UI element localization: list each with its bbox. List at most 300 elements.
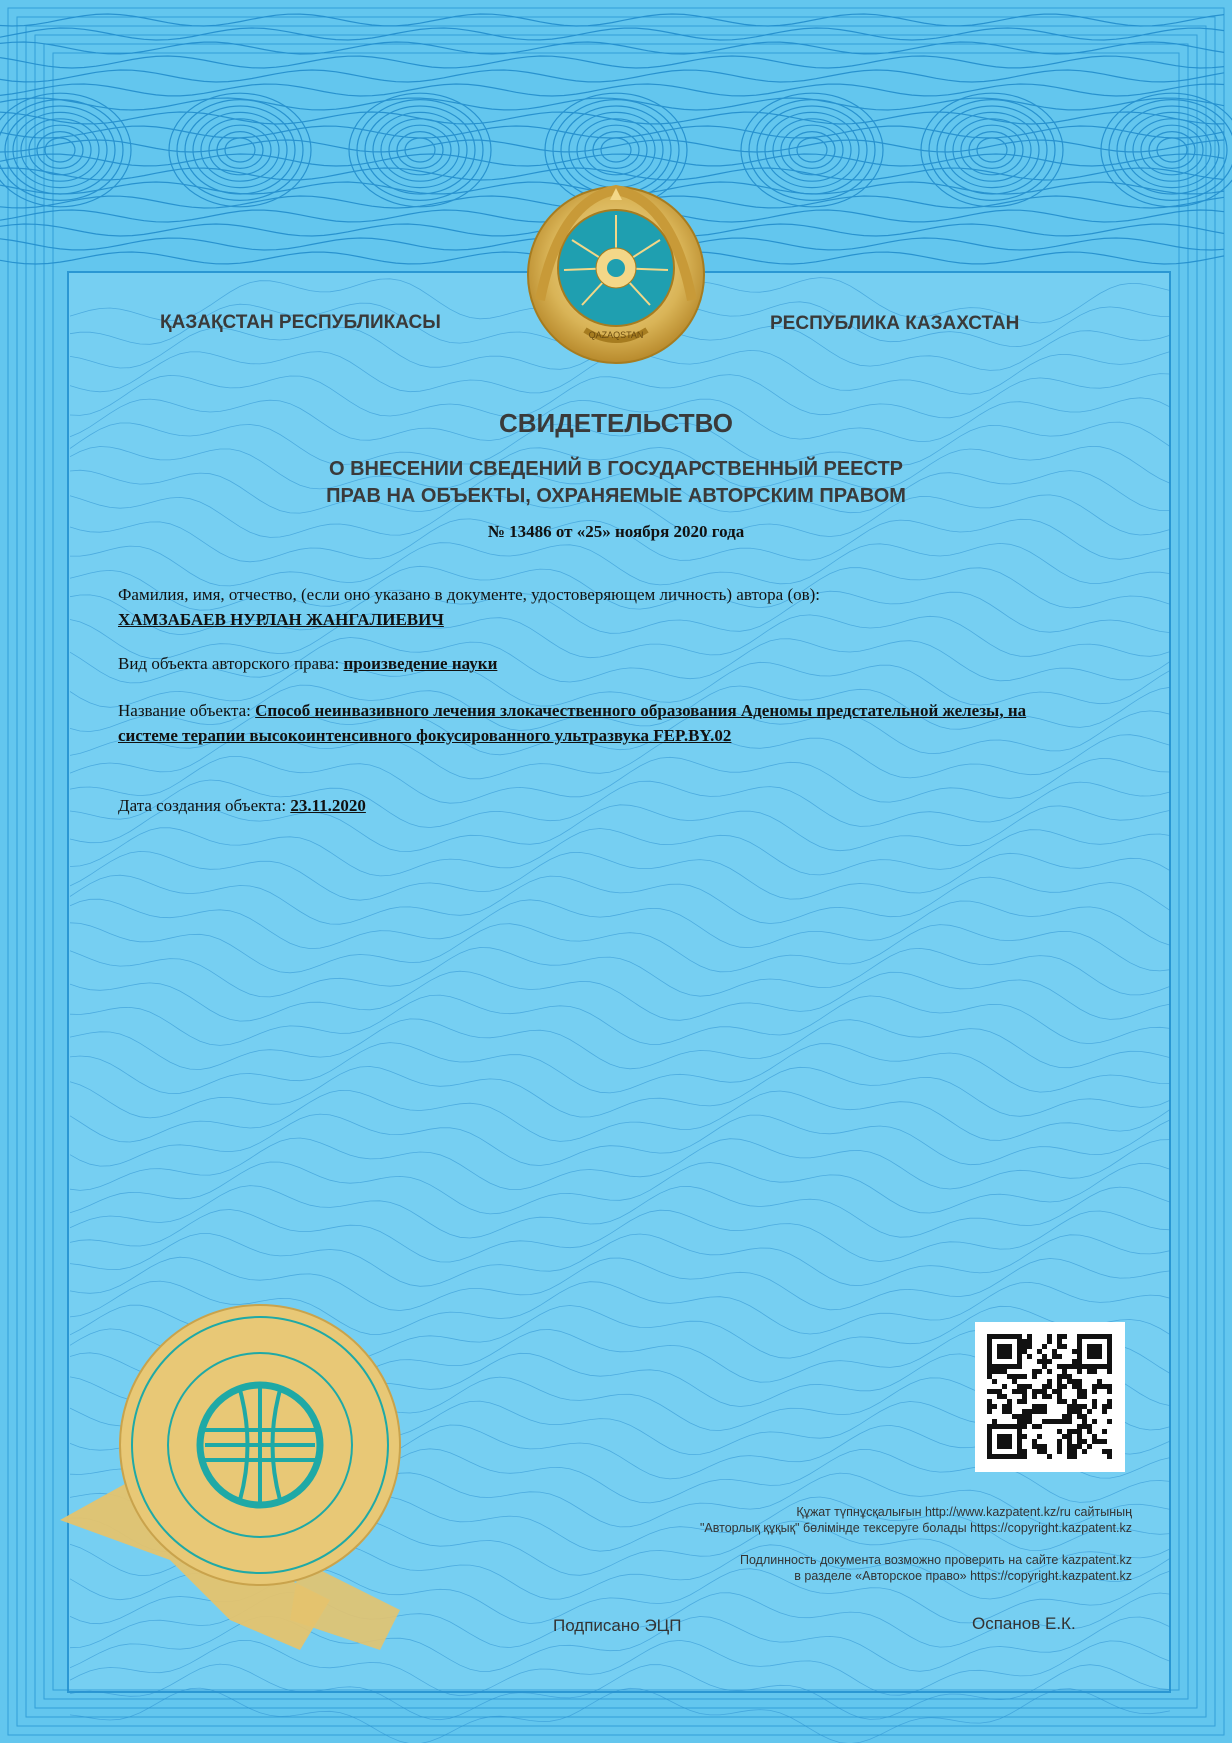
qr-module [1097, 1439, 1102, 1444]
qr-module [1057, 1339, 1062, 1344]
qr-module [1067, 1419, 1072, 1424]
qr-module [1087, 1429, 1092, 1434]
qr-module [1057, 1399, 1062, 1404]
qr-module [1037, 1444, 1042, 1449]
verify-ru-line1: Подлинность документа возможно проверить на сайте kazpatent.kz [740, 1553, 1132, 1567]
qr-module [1107, 1399, 1112, 1404]
qr-module [997, 1364, 1002, 1369]
qr-module [1092, 1404, 1097, 1409]
qr-module [987, 1404, 992, 1409]
qr-module [1032, 1404, 1037, 1409]
qr-module [1062, 1434, 1067, 1439]
qr-module [1067, 1449, 1072, 1454]
qr-module [1087, 1354, 1092, 1359]
qr-module [1022, 1394, 1027, 1399]
qr-module [987, 1374, 992, 1379]
qr-module [1022, 1449, 1027, 1454]
qr-module [1037, 1369, 1042, 1374]
qr-module [1092, 1399, 1097, 1404]
qr-module [1042, 1394, 1047, 1399]
qr-module [987, 1434, 992, 1439]
qr-module [1022, 1374, 1027, 1379]
qr-module [1062, 1369, 1067, 1374]
qr-module [1072, 1364, 1077, 1369]
qr-module [1022, 1399, 1027, 1404]
qr-module [1017, 1399, 1022, 1404]
qr-module [1032, 1389, 1037, 1394]
qr-module [1077, 1339, 1082, 1344]
object-type-field [118, 651, 1038, 676]
qr-module [1107, 1359, 1112, 1364]
qr-module [1022, 1424, 1027, 1429]
qr-module [1107, 1344, 1112, 1349]
qr-module [1032, 1394, 1037, 1399]
qr-module [1022, 1339, 1027, 1344]
qr-module [1002, 1454, 1007, 1459]
qr-module [1017, 1414, 1022, 1419]
qr-module [1072, 1444, 1077, 1449]
qr-module [1067, 1429, 1072, 1434]
qr-module [1097, 1349, 1102, 1354]
qr-module [1062, 1364, 1067, 1369]
qr-module [1017, 1334, 1022, 1339]
qr-module [1027, 1344, 1032, 1349]
qr-module [1087, 1344, 1092, 1349]
qr-module [1077, 1429, 1082, 1434]
qr-module [1027, 1334, 1032, 1339]
qr-module [1107, 1449, 1112, 1454]
verification-note [700, 1505, 1132, 1584]
verify-ru-line2: в разделе «Авторское право» https://copyright.kazpatent.kz [794, 1568, 1132, 1583]
qr-module [1017, 1359, 1022, 1364]
qr-module [1092, 1434, 1097, 1439]
qr-module [1032, 1369, 1037, 1374]
qr-module [1072, 1379, 1077, 1384]
qr-module [1067, 1454, 1072, 1459]
qr-module [992, 1424, 997, 1429]
qr-module [1057, 1394, 1062, 1399]
qr-module [1052, 1349, 1057, 1354]
qr-module [1042, 1419, 1047, 1424]
qr-module [1002, 1334, 1007, 1339]
qr-module [997, 1424, 1002, 1429]
qr-module [1077, 1354, 1082, 1359]
qr-module [987, 1409, 992, 1414]
author-label: Фамилия, имя, отчество, (если оно указано в документе, удостоверяющем личность) автора (ов): [118, 585, 821, 604]
object-type-label: Вид объекта авторского права: [118, 654, 340, 673]
qr-module [1102, 1439, 1107, 1444]
qr-module [1057, 1364, 1062, 1369]
qr-module [1062, 1399, 1067, 1404]
qr-module [1007, 1354, 1012, 1359]
qr-module [1072, 1404, 1077, 1409]
qr-module [987, 1399, 992, 1404]
qr-module [1072, 1429, 1077, 1434]
qr-module [1062, 1374, 1067, 1379]
qr-module [1042, 1344, 1047, 1349]
qr-module [987, 1344, 992, 1349]
qr-module [1097, 1354, 1102, 1359]
qr-module [1057, 1354, 1062, 1359]
signer-name: Оспанов Е.К. [972, 1614, 1076, 1633]
qr-module [1017, 1424, 1022, 1429]
qr-module [1077, 1424, 1082, 1429]
republic-title-kz: ҚАЗАҚСТАН РЕСПУБЛИКАСЫ [160, 312, 441, 333]
qr-module [1057, 1379, 1062, 1384]
qr-module [1047, 1334, 1052, 1339]
qr-module [1102, 1404, 1107, 1409]
qr-code-icon[interactable] [975, 1322, 1125, 1472]
qr-module [1062, 1334, 1067, 1339]
qr-module [1057, 1419, 1062, 1424]
qr-module [1032, 1439, 1037, 1444]
qr-module [1027, 1384, 1032, 1389]
qr-module [1002, 1354, 1007, 1359]
qr-module [1022, 1434, 1027, 1439]
qr-module [1092, 1439, 1097, 1444]
qr-module [1012, 1374, 1017, 1379]
qr-module [1022, 1344, 1027, 1349]
creation-date-label: Дата создания объекта: [118, 796, 287, 815]
qr-module [1067, 1374, 1072, 1379]
qr-module [1042, 1384, 1047, 1389]
qr-module [1092, 1389, 1097, 1394]
qr-module [1012, 1379, 1017, 1384]
qr-module [1077, 1379, 1082, 1384]
qr-module [987, 1354, 992, 1359]
qr-module [1107, 1354, 1112, 1359]
qr-module [1092, 1369, 1097, 1374]
qr-module [1087, 1369, 1092, 1374]
qr-module [1077, 1384, 1082, 1389]
qr-module [1092, 1349, 1097, 1354]
qr-module [1072, 1384, 1077, 1389]
qr-module [1092, 1364, 1097, 1369]
qr-module [992, 1379, 997, 1384]
qr-module [1102, 1334, 1107, 1339]
qr-module [1057, 1429, 1062, 1434]
qr-module [1087, 1334, 1092, 1339]
qr-module [1047, 1384, 1052, 1389]
qr-module [992, 1364, 997, 1369]
qr-module [1022, 1384, 1027, 1389]
qr-module [1087, 1409, 1092, 1414]
qr-module [1007, 1454, 1012, 1459]
qr-module [1067, 1439, 1072, 1444]
qr-module [1017, 1354, 1022, 1359]
qr-module [987, 1339, 992, 1344]
qr-module [1042, 1389, 1047, 1394]
qr-module [1062, 1384, 1067, 1389]
certificate-subtitle-line2: ПРАВ НА ОБЪЕКТЫ, ОХРАНЯЕМЫЕ АВТОРСКИМ ПРАВОМ [326, 485, 906, 507]
qr-module [1077, 1439, 1082, 1444]
qr-module [1012, 1454, 1017, 1459]
certificate-title: СВИДЕТЕЛЬСТВО [499, 408, 733, 438]
object-name-value: Способ неинвазивного лечения злокачественного образования Аденомы предстательной железы, на системе терапии высокоинтенсивного фокусированного ультразвука FEP.BY.02 [118, 701, 1027, 745]
qr-module [1022, 1419, 1027, 1424]
qr-module [1097, 1384, 1102, 1389]
qr-module [1002, 1424, 1007, 1429]
qr-module [1047, 1369, 1052, 1374]
qr-module [1082, 1419, 1087, 1424]
qr-module [1067, 1434, 1072, 1439]
qr-module [987, 1449, 992, 1454]
creation-date-value: 23.11.2020 [290, 796, 366, 815]
qr-module [1077, 1349, 1082, 1354]
certificate-subtitle-line1: О ВНЕСЕНИИ СВЕДЕНИЙ В ГОСУДАРСТВЕННЫЙ РЕЕСТР [328, 458, 904, 480]
qr-module [1067, 1364, 1072, 1369]
qr-module [997, 1454, 1002, 1459]
qr-module [1057, 1384, 1062, 1389]
qr-module [1077, 1369, 1082, 1374]
qr-module [1072, 1349, 1077, 1354]
qr-module [1072, 1409, 1077, 1414]
qr-module [1107, 1339, 1112, 1344]
qr-module [1052, 1419, 1057, 1424]
qr-module [1007, 1399, 1012, 1404]
qr-module [992, 1389, 997, 1394]
author-value: ХАМЗАБАЕВ НУРЛАН ЖАНГАЛИЕВИЧ [118, 610, 444, 629]
qr-module [1107, 1389, 1112, 1394]
qr-module [1047, 1359, 1052, 1364]
qr-module [1037, 1404, 1042, 1409]
qr-module [1037, 1349, 1042, 1354]
qr-module [1062, 1344, 1067, 1349]
qr-module [1007, 1374, 1012, 1379]
qr-module [1082, 1334, 1087, 1339]
qr-module [1007, 1424, 1012, 1429]
qr-module [1052, 1354, 1057, 1359]
qr-module [997, 1369, 1002, 1374]
qr-module [1027, 1339, 1032, 1344]
qr-module [1017, 1454, 1022, 1459]
qr-module [1087, 1349, 1092, 1354]
qr-module [987, 1349, 992, 1354]
qr-module [1082, 1389, 1087, 1394]
qr-module [1077, 1394, 1082, 1399]
qr-module [1017, 1419, 1022, 1424]
qr-module [1017, 1439, 1022, 1444]
qr-module [1087, 1424, 1092, 1429]
qr-module [1007, 1364, 1012, 1369]
qr-module [997, 1334, 1002, 1339]
qr-module [1017, 1389, 1022, 1394]
qr-module [1047, 1454, 1052, 1459]
qr-module [997, 1344, 1002, 1349]
qr-module [1042, 1449, 1047, 1454]
qr-module [1102, 1409, 1107, 1414]
qr-module [1007, 1409, 1012, 1414]
qr-module [1107, 1369, 1112, 1374]
qr-module [992, 1369, 997, 1374]
qr-module [992, 1419, 997, 1424]
qr-module [1007, 1404, 1012, 1409]
qr-module [1037, 1449, 1042, 1454]
verify-kz-line1: Құжат түпнұсқалығын http://www.kazpatent.kz/ru сайтының [796, 1505, 1132, 1519]
qr-module [1042, 1444, 1047, 1449]
qr-module [1017, 1374, 1022, 1379]
qr-module [1002, 1349, 1007, 1354]
qr-module [1072, 1359, 1077, 1364]
qr-module [1082, 1439, 1087, 1444]
qr-module [1067, 1379, 1072, 1384]
qr-module [987, 1389, 992, 1394]
qr-module [1077, 1414, 1082, 1419]
qr-module [1092, 1384, 1097, 1389]
qr-module [1092, 1354, 1097, 1359]
qr-module [1087, 1444, 1092, 1449]
qr-module [1027, 1409, 1032, 1414]
qr-module [1007, 1334, 1012, 1339]
object-name-field [118, 698, 1038, 748]
qr-module [1032, 1374, 1037, 1379]
qr-module [1037, 1389, 1042, 1394]
qr-module [1082, 1424, 1087, 1429]
qr-module [1107, 1384, 1112, 1389]
qr-module [1002, 1364, 1007, 1369]
qr-module [1082, 1364, 1087, 1369]
qr-module [1067, 1404, 1072, 1409]
qr-module [1062, 1419, 1067, 1424]
qr-module [1017, 1349, 1022, 1354]
qr-module [1077, 1389, 1082, 1394]
qr-module [1107, 1454, 1112, 1459]
state-emblem-icon [528, 187, 704, 363]
qr-module [1012, 1389, 1017, 1394]
qr-module [1012, 1364, 1017, 1369]
qr-module [1107, 1334, 1112, 1339]
qr-module [1057, 1449, 1062, 1454]
qr-module [1037, 1434, 1042, 1439]
signed-by-eds: Подписано ЭЦП [553, 1616, 682, 1635]
qr-module [1102, 1429, 1107, 1434]
qr-module [1002, 1434, 1007, 1439]
qr-module [1097, 1364, 1102, 1369]
qr-module [1077, 1334, 1082, 1339]
qr-module [1107, 1349, 1112, 1354]
qr-module [1012, 1334, 1017, 1339]
qr-module [992, 1454, 997, 1459]
qr-module [1042, 1404, 1047, 1409]
qr-module [1057, 1439, 1062, 1444]
qr-module [987, 1439, 992, 1444]
qr-module [1107, 1364, 1112, 1369]
qr-module [1087, 1364, 1092, 1369]
qr-module [997, 1354, 1002, 1359]
qr-module [1042, 1409, 1047, 1414]
qr-module [997, 1389, 1002, 1394]
qr-module [1007, 1344, 1012, 1349]
qr-module [1052, 1389, 1057, 1394]
qr-module [1017, 1434, 1022, 1439]
qr-module [1012, 1424, 1017, 1429]
qr-module [987, 1364, 992, 1369]
qr-module [1077, 1434, 1082, 1439]
qr-module [987, 1429, 992, 1434]
qr-module [1057, 1444, 1062, 1449]
qr-module [1097, 1334, 1102, 1339]
qr-module [997, 1434, 1002, 1439]
qr-module [1077, 1359, 1082, 1364]
qr-module [987, 1369, 992, 1374]
qr-module [1057, 1374, 1062, 1379]
qr-module [1057, 1334, 1062, 1339]
qr-module [1022, 1349, 1027, 1354]
qr-module [1017, 1364, 1022, 1369]
qr-module [997, 1349, 1002, 1354]
qr-module [1002, 1404, 1007, 1409]
qr-module [1082, 1394, 1087, 1399]
qr-module [1002, 1409, 1007, 1414]
qr-module [1002, 1394, 1007, 1399]
qr-module [1082, 1449, 1087, 1454]
qr-module [1047, 1339, 1052, 1344]
qr-module [987, 1359, 992, 1364]
qr-module [1092, 1344, 1097, 1349]
qr-module [1042, 1359, 1047, 1364]
qr-module [1077, 1404, 1082, 1409]
qr-module [992, 1334, 997, 1339]
qr-module [997, 1394, 1002, 1399]
qr-module [987, 1454, 992, 1459]
qr-module [1037, 1359, 1042, 1364]
svg-text:QAZAQSTAN: QAZAQSTAN [588, 330, 644, 340]
qr-module [1002, 1384, 1007, 1389]
author-field [118, 582, 1038, 632]
qr-module [1072, 1454, 1077, 1459]
qr-module [1077, 1409, 1082, 1414]
qr-module [1057, 1389, 1062, 1394]
qr-module [1042, 1364, 1047, 1369]
qr-module [1072, 1399, 1077, 1404]
qr-module [997, 1439, 1002, 1444]
qr-module [987, 1424, 992, 1429]
creation-date-field [118, 793, 1038, 818]
qr-module [1007, 1439, 1012, 1444]
qr-module [1022, 1389, 1027, 1394]
qr-module [1032, 1424, 1037, 1429]
qr-module [1102, 1364, 1107, 1369]
qr-module [987, 1334, 992, 1339]
qr-module [1092, 1334, 1097, 1339]
qr-module [1067, 1409, 1072, 1414]
qr-module [1102, 1384, 1107, 1389]
qr-module [1017, 1449, 1022, 1454]
qr-module [1022, 1414, 1027, 1419]
qr-module [1017, 1344, 1022, 1349]
qr-module [1047, 1379, 1052, 1384]
qr-module [1072, 1449, 1077, 1454]
qr-module [1002, 1344, 1007, 1349]
qr-module [1022, 1454, 1027, 1459]
object-name-label: Название объекта: [118, 701, 251, 720]
qr-module [1107, 1404, 1112, 1409]
qr-module [1077, 1364, 1082, 1369]
object-type-value: произведение науки [343, 654, 498, 673]
qr-module [1042, 1354, 1047, 1359]
republic-title-ru: РЕСПУБЛИКА КАЗАХСТАН [770, 313, 1020, 334]
qr-module [992, 1404, 997, 1409]
qr-module [1102, 1449, 1107, 1454]
qr-module [1037, 1409, 1042, 1414]
qr-module [1007, 1434, 1012, 1439]
qr-module [1057, 1344, 1062, 1349]
qr-module [1002, 1439, 1007, 1444]
qr-module [1027, 1419, 1032, 1424]
qr-module [1027, 1354, 1032, 1359]
qr-module [1107, 1419, 1112, 1424]
certificate-number: № 13486 от «25» ноября 2020 года [487, 522, 745, 541]
